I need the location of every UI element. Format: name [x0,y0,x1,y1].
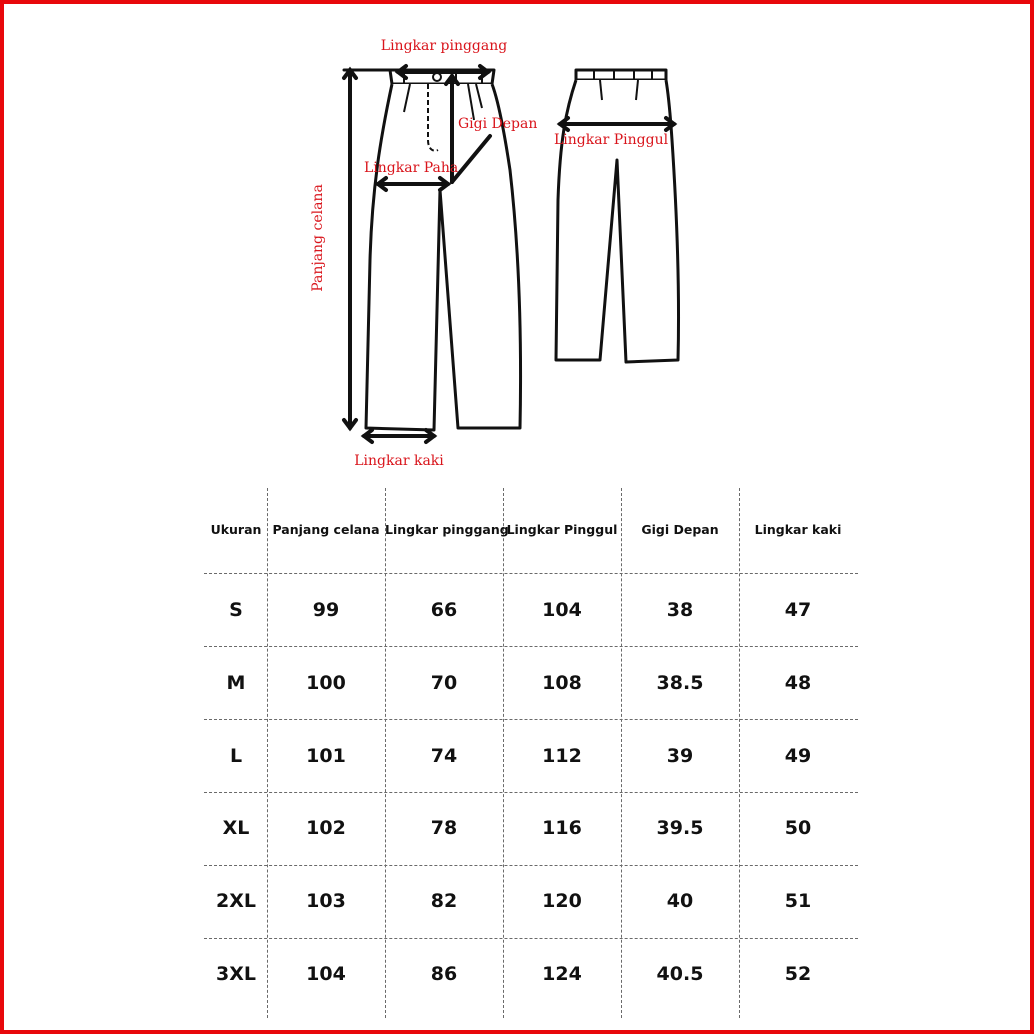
size-cell: M [226,672,246,694]
front-rise-label: Gigi Depan [458,116,538,132]
leg-opening-cell: 48 [784,672,812,694]
hip-cell: 112 [542,745,582,767]
front-rise-cell: 40 [666,890,694,912]
waist-label: Lingkar pinggang [380,38,508,54]
length-cell: 99 [312,599,340,621]
size-cell: 3XL [216,963,256,985]
hip-cell: 116 [542,817,582,839]
front-rise-cell: 39.5 [656,817,704,839]
hip-cell: 104 [542,599,582,621]
front-rise-cell: 39 [666,745,694,767]
waist-cell: 74 [430,745,458,767]
length-cell: 100 [306,672,346,694]
hip-label: Lingkar Pinggul [554,132,669,148]
hip-cell: 124 [542,963,582,985]
leg-opening-cell: 49 [784,745,812,767]
header-length: Panjang celana [272,522,380,537]
size-cell: XL [222,817,250,839]
row-divider [204,646,858,647]
row-divider [204,719,858,720]
pants-diagram [0,0,1034,480]
length-cell: 101 [306,745,346,767]
header-front-rise: Gigi Depan [641,522,719,537]
leg-opening-cell: 51 [784,890,812,912]
header-waist: Lingkar pinggang [385,522,509,537]
header-size: Ukuran [210,522,262,537]
leg-opening-cell: 50 [784,817,812,839]
header-leg-opening: Lingkar kaki [754,522,842,537]
size-cell: L [229,745,243,767]
length-cell: 104 [306,963,346,985]
header-hip: Lingkar Pinggul [506,522,618,537]
leg-opening-label: Lingkar kaki [354,453,444,469]
row-divider [204,573,858,574]
hip-cell: 120 [542,890,582,912]
length-cell: 103 [306,890,346,912]
row-divider [204,792,858,793]
front-rise-cell: 38 [666,599,694,621]
front-rise-cell: 40.5 [656,963,704,985]
waist-cell: 70 [430,672,458,694]
waist-cell: 86 [430,963,458,985]
row-divider [204,865,858,866]
thigh-label: Lingkar Paha [364,160,459,176]
waist-cell: 66 [430,599,458,621]
leg-opening-cell: 52 [784,963,812,985]
length-label: Panjang celana [310,184,326,292]
hip-cell: 108 [542,672,582,694]
back-pants-illustration [556,70,679,362]
length-cell: 102 [306,817,346,839]
leg-opening-cell: 47 [784,599,812,621]
row-divider [204,938,858,939]
front-rise-cell: 38.5 [656,672,704,694]
size-cell: S [229,599,243,621]
waist-cell: 82 [430,890,458,912]
waist-cell: 78 [430,817,458,839]
size-cell: 2XL [216,890,256,912]
